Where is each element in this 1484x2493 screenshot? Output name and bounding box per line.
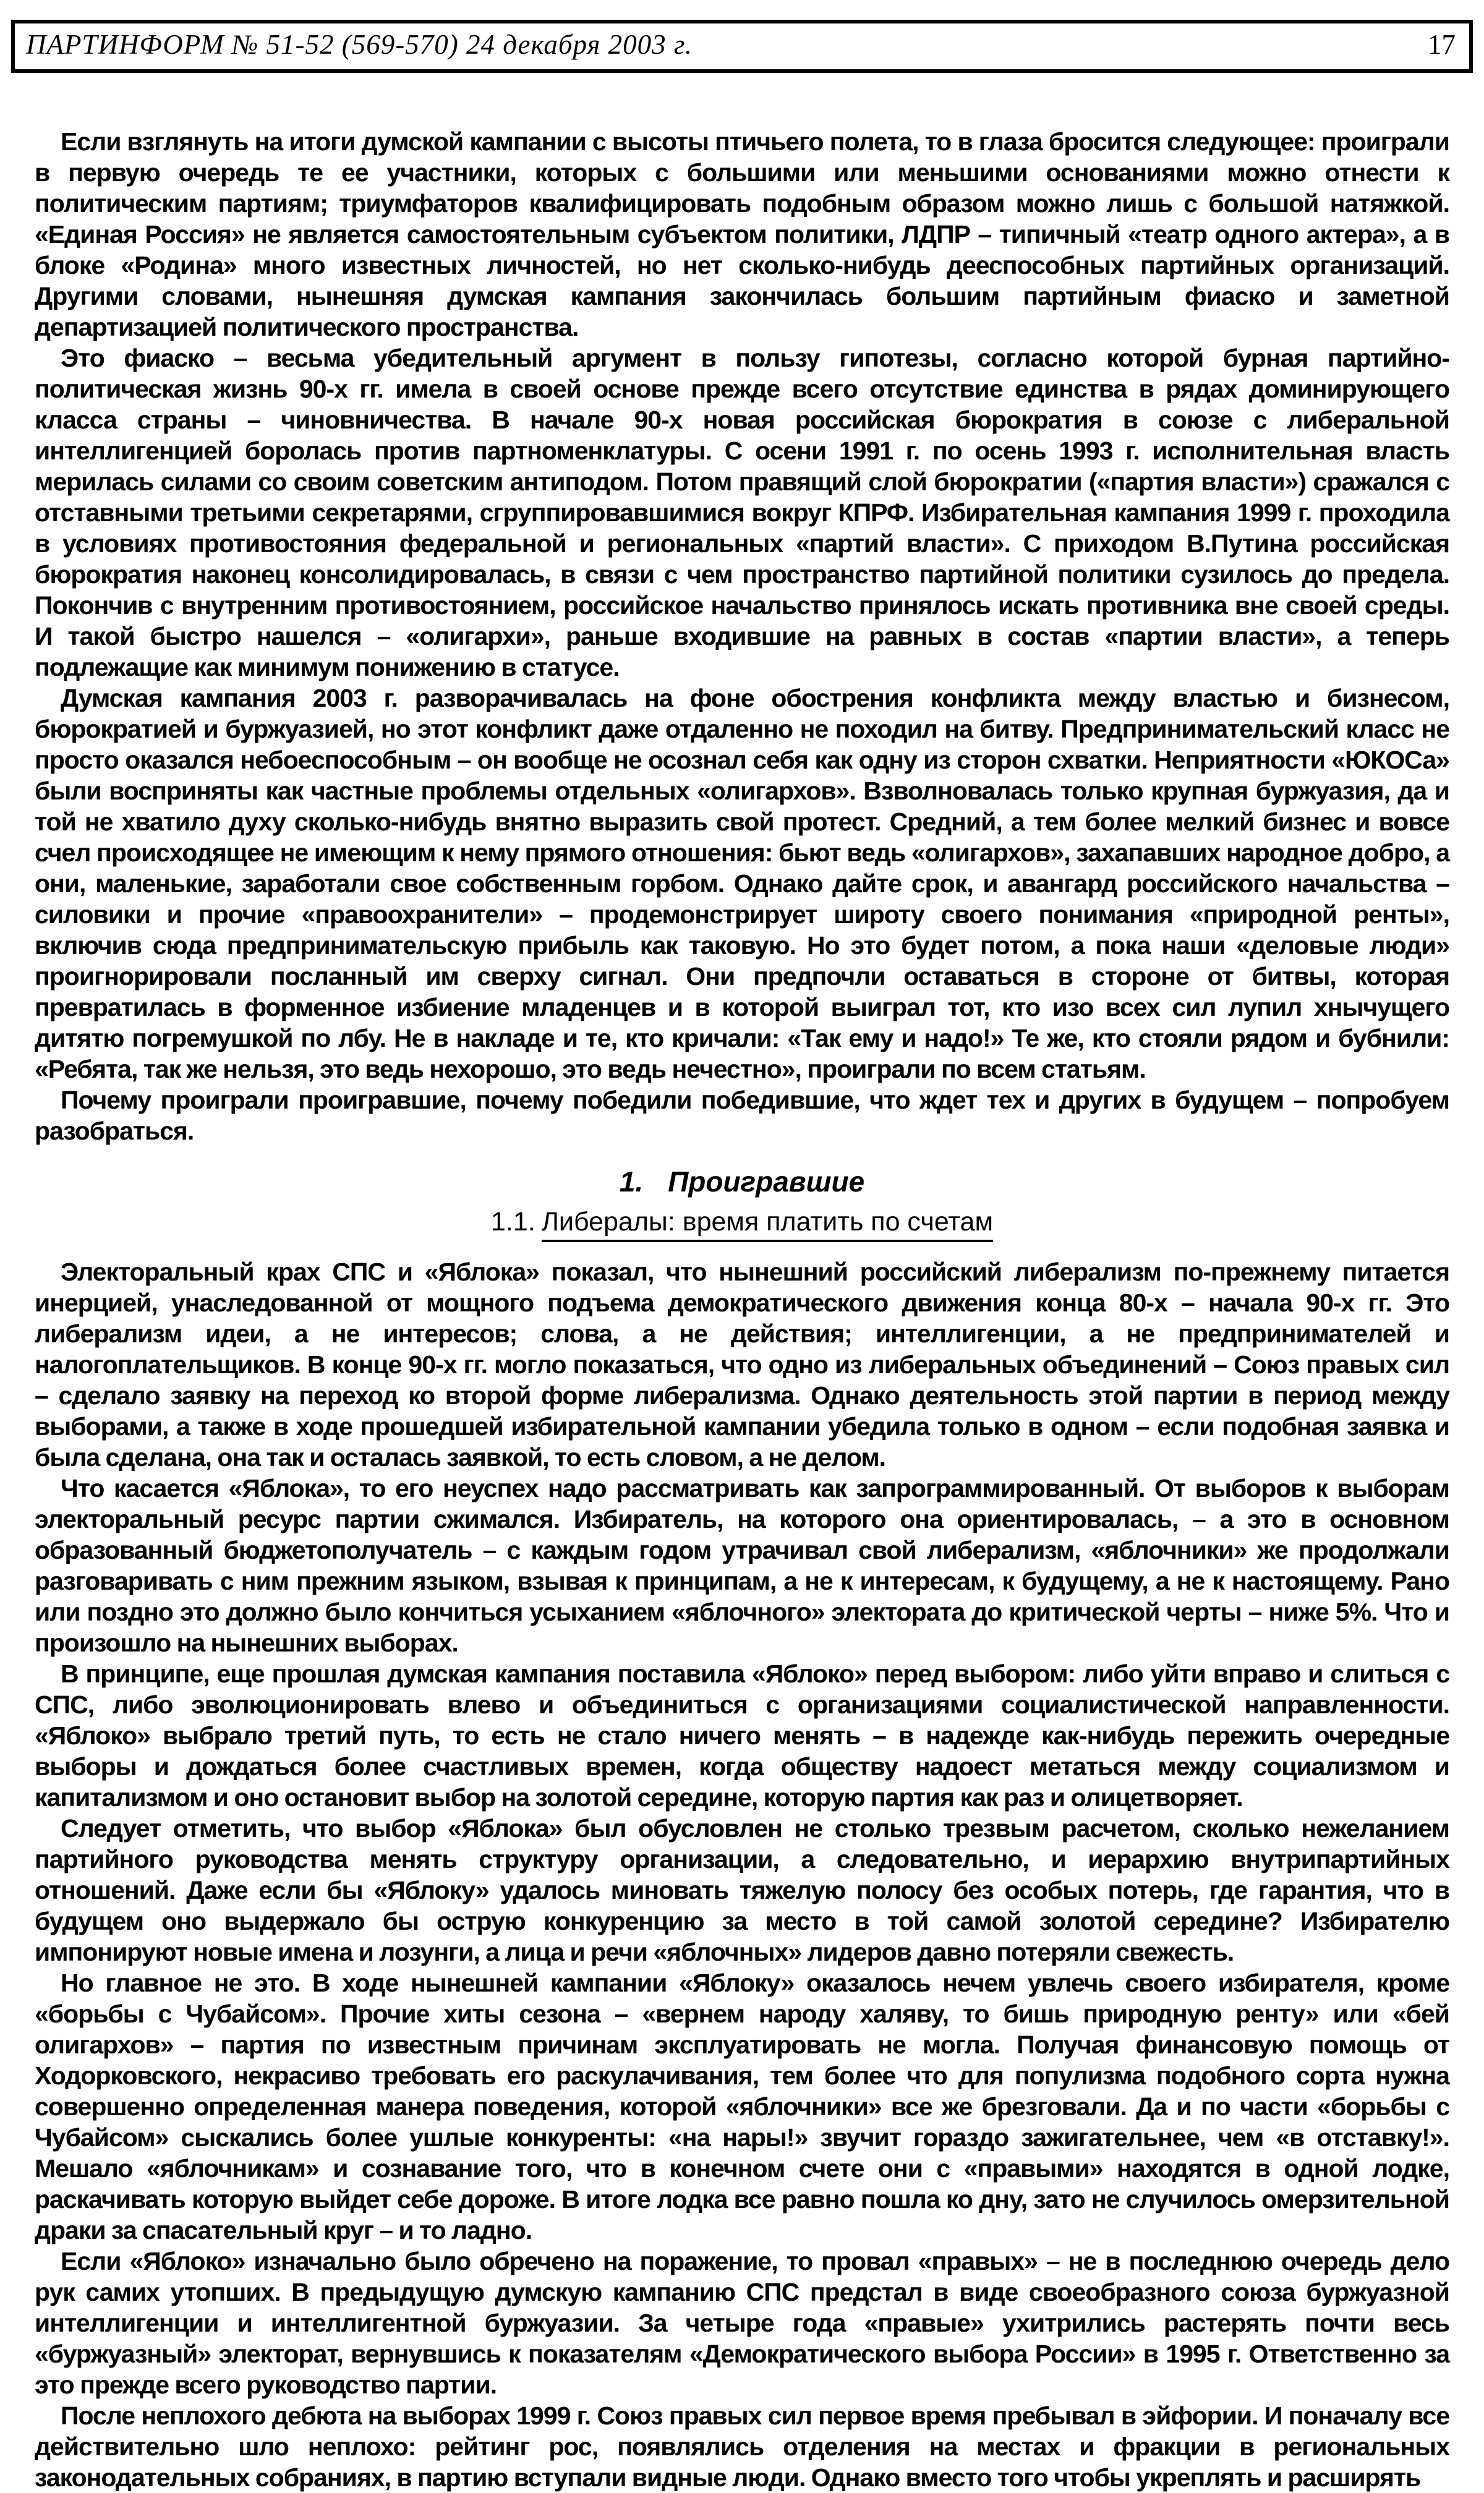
body-paragraph: Следует отметить, что выбор «Яблока» был обусловлен не столько трезвым расчетом, сколько нежеланием партийного руководства менять структуру организации, а следовательно, и иерархию внутрипартийных отношений. Даже если бы «Яблоку» удалось миновать тяжелую полосу без особых потерь, где гарантия, что в будущем оно выдержало бы острую конкуренцию за место в той самой золотой середине? Избирателю импонируют новые имена и лозунги, а лица и речи «яблочных» лидеров давно потеряли свежесть.	[35, 1814, 1449, 1966]
article-body	[11, 126, 1473, 2493]
body-paragraph: Если взглянуть на итоги думской кампании с высоты птичьего полета, то в глаза бросится следующее: проиграли в первую очередь те ее участники, которых с большими или меньшими основаниями можно отнести к политическим партиям; триумфаторов квалифицировать подобным образом можно лишь с большой натяжкой. «Единая Россия» не является самостоятельным субъектом политики, ЛДПР – типичный «театр одного актера», а в блоке «Родина» много известных личностей, но нет сколько-нибудь дееспособных партийных организаций. Другими словами, нынешняя думская кампания закончилась большим партийным фиаско и заметной департизацией политического пространства.	[35, 127, 1449, 341]
body-paragraph: Почему проиграли проигравшие, почему победили победившие, что ждет тех и других в будущем – попробуем разобраться.	[35, 1086, 1449, 1145]
section-title: Проигравшие	[668, 1166, 865, 1198]
body-paragraph: В принципе, еще прошлая думская кампания поставила «Яблоко» перед выбором: либо уйти вправо и слиться с СПС, либо эволюционировать влево и объединиться с организациями социалистической направленности. «Яблоко» выбрало третий путь, то есть не стало ничего менять – в надежде как-нибудь пережить очередные выборы и дождаться более счастливых времен, когда обществу надоест метаться между социализмом и капитализмом и оно остановит выбор на золотой середине, которую партия как раз и олицетворяет.	[35, 1660, 1449, 1812]
page-header	[11, 20, 1473, 73]
section-number: 1.	[619, 1166, 644, 1198]
body-paragraph: Думская кампания 2003 г. разворачивалась на фоне обострения конфликта между властью и бизнесом, бюрократией и буржуазией, но этот конфликт даже отдаленно не походил на битву. Предпринимательский класс не просто оказался небоеспособным – он вообще не осознал себя как одну из сторон схватки. Неприятности «ЮКОСа» были восприняты как частные проблемы отдельных «олигархов». Взволновалась только крупная буржуазия, да и той не хватило духу сколько-нибудь внятно выразить свой протест. Средний, а тем более мелкий бизнес и вовсе счел происходящее не имеющим к нему прямого отношения: бьют ведь «олигархов», захапавших народное добро, а они, маленькие, заработали свое собственным горбом. Однако дайте срок, и авангард российского начальства – силовики и прочие «правоохранители» – продемонстрирует широту своего понимания «природной ренты», включив сюда предпринимательскую прибыль как таковую. Но это будет потом, а пока наши «деловые люди» проигнорировали посланный им сверху сигнал. Они предпочли оставаться в стороне от битвы, которая превратилась в форменное избиение младенцев и в которой выиграл тот, кто изо всех сил лупил хнычущего дитятю погремушкой по лбу. Не в накладе и те, кто кричали: «Так ему и надо!» Те же, кто стояли рядом и бубнили: «Ребята, так же нельзя, это ведь нехорошо, это ведь нечестно», проиграли по всем статьям.	[35, 684, 1449, 1083]
subsection-title: Либералы: время платить по счетам	[542, 1207, 993, 1242]
body-paragraph: После неплохого дебюта на выборах 1999 г. Союз правых сил первое время пребывал в эйфории. И поначалу все действительно шло неплохо: рейтинг рос, появлялись отделения на местах и фракции в региональных законодательных собраниях, в партию вступали видные люди. Однако вместо того чтобы укреплять и расширять	[35, 2401, 1449, 2492]
subsection-heading	[35, 1206, 1449, 1238]
subsection-number: 1.1.	[490, 1207, 535, 1237]
body-paragraph: Что касается «Яблока», то его неуспех надо рассматривать как запрограммированный. От выборов к выборам электоральный ресурс партии сжимался. Избиратель, на которого она ориентировалась, – а это в основном образованный бюджетополучатель – с каждым годом утрачивал свой либерализм, «яблочники» же продолжали разговаривать с ним прежним языком, взывая к принципам, а не к интересам, к будущему, а не к настоящему. Рано или поздно это должно было кончиться усыханием «яблочного» электората до критической черты – ниже 5%. Что и произошло на нынешних выборах.	[35, 1474, 1449, 1657]
section-heading	[35, 1165, 1449, 1198]
newsletter-masthead: ПАРТИНФОРМ № 51-52 (569-570) 24 декабря 2003 г.	[26, 29, 693, 60]
body-paragraph: Это фиаско – весьма убедительный аргумент в пользу гипотезы, согласно которой бурная партийно-политическая жизнь 90-х гг. имела в своей основе прежде всего отсутствие единства в рядах доминирующего класса страны – чиновничества. В начале 90-х новая российская бюрократия в союзе с либеральной интеллигенцией боролась против партноменклатуры. С осени 1991 г. по осень 1993 г. исполнительная власть мерилась силами со своим советским антиподом. Потом правящий слой бюрократии («партия власти») сражался с отставными третьими секретарями, сгруппировавшимися вокруг КПРФ. Избирательная кампания 1999 г. проходила в условиях противостояния федеральной и региональных «партий власти». С приходом В.Путина российская бюрократия наконец консолидировалась, в связи с чем пространство партийной политики сузилось до предела. Покончив с внутренним противостоянием, российское начальство принялось искать противника вне своей среды. И такой быстро нашелся – «олигархи», раньше входившие на равных в состав «партии власти», а теперь подлежащие как минимум понижению в статусе.	[35, 344, 1449, 681]
body-paragraph: Но главное не это. В ходе нынешней кампании «Яблоку» оказалось нечем увлечь своего избирателя, кроме «борьбы с Чубайсом». Прочие хиты сезона – «вернем народу халяву, то бишь природную ренту» или «бей олигархов» – партия по известным причинам эксплуатировать не могла. Получая финансовую помощь от Ходорковского, некрасиво требовать его раскулачивания, тем более что для популизма подобного сорта нужна совершенно определенная манера поведения, которой «яблочники» все же брезговали. Да и по части «борьбы с Чубайсом» сыскались более ушлые конкуренты: «на нары!» звучит гораздо зажигательнее, чем «в отставку!». Мешало «яблочникам» и сознавание того, что в конечном счете они с «правыми» находятся в одной лодке, раскачивать которую выйдет себе дороже. В итоге лодка все равно пошла ко дну, зато не случилось омерзительной драки за спасательный круг – и то ладно.	[35, 1969, 1449, 2244]
body-paragraph: Если «Яблоко» изначально было обречено на поражение, то провал «правых» – не в последнюю очередь дело рук самих утопших. В предыдущую думскую кампанию СПС предстал в виде своеобразного союза буржуазной интеллигенции и интеллигентной буржуазии. За четыре года «правые» ухитрились растерять почти весь «буржуазный» электорат, вернувшись к показателям «Демократического выбора России» в 1995 г. Ответственно за это прежде всего руководство партии.	[35, 2247, 1449, 2399]
page-number: 17	[1428, 29, 1456, 60]
body-paragraph: Электоральный крах СПС и «Яблока» показал, что нынешний российский либерализм по-прежнему питается инерцией, унаследованной от мощного подъема демократического движения конца 80-х – начала 90-х гг. Это либерализм идеи, а не интересов; слова, а не действия; интеллигенции, а не предпринимателей и налогоплательщиков. В конце 90-х гг. могло показаться, что одно из либеральных объединений – Союз правых сил – сделало заявку на переход ко второй форме либерализма. Однако деятельность этой партии в период между выборами, а также в ходе прошедшей избирательной кампании убедила только в одном – если подобная заявка и была сделана, она так и осталась заявкой, то есть словом, а не делом.	[35, 1258, 1449, 1472]
